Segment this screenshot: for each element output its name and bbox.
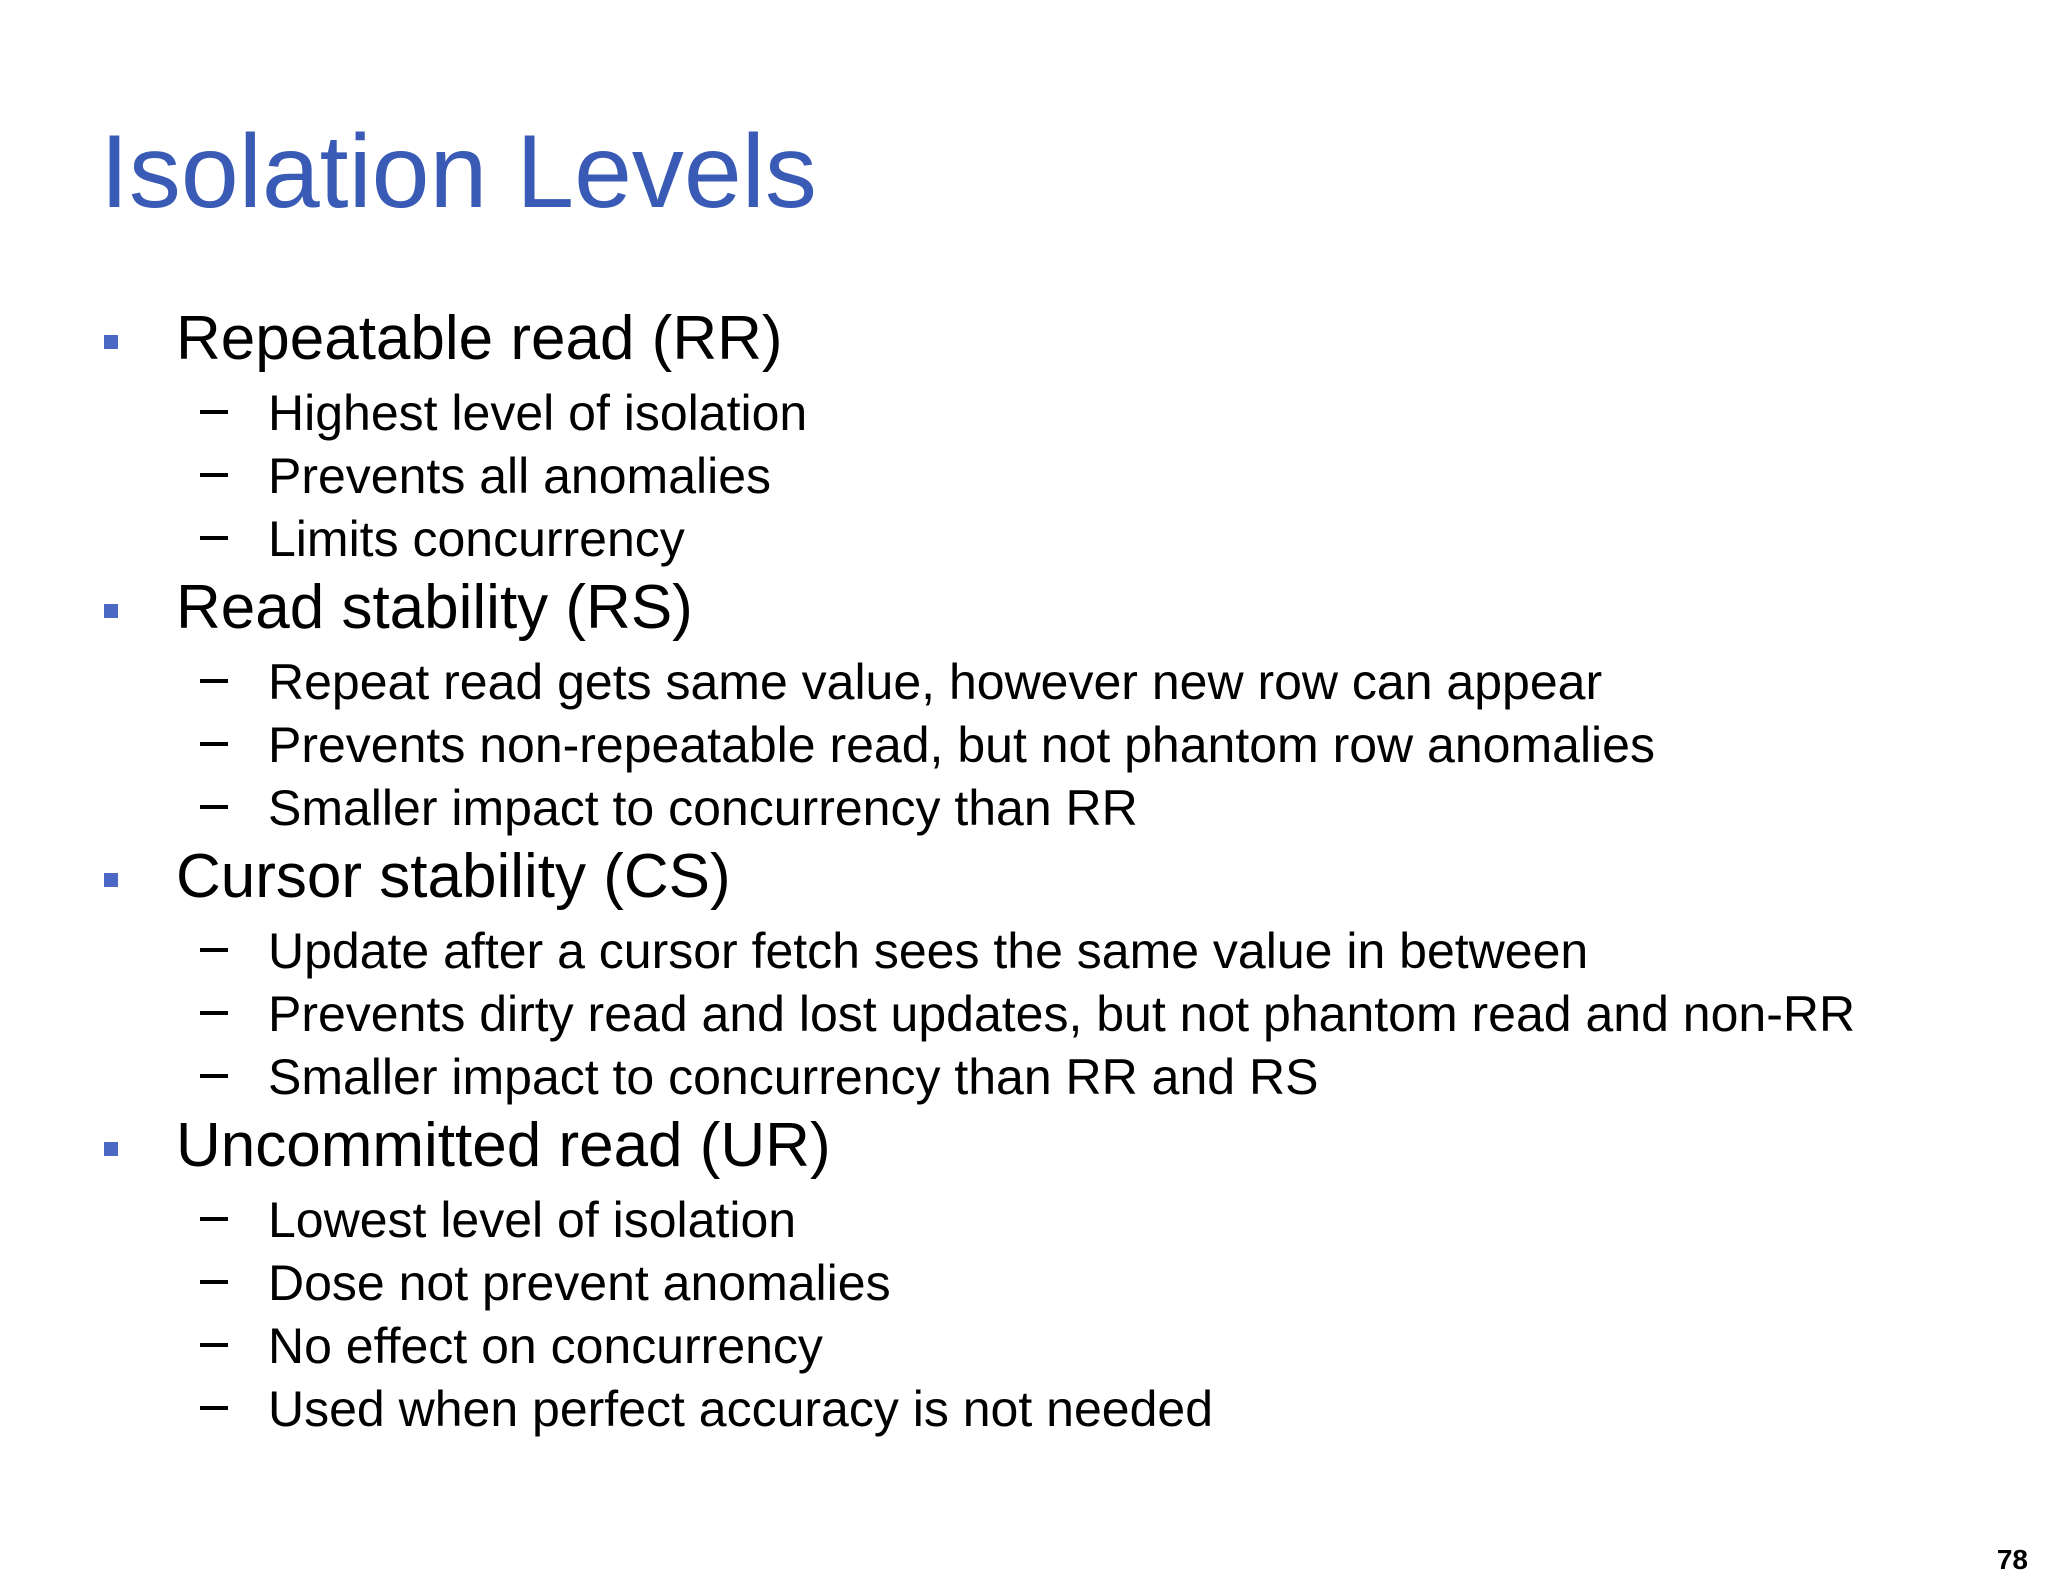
square-bullet-icon: [104, 335, 118, 349]
sub-item-text: Used when perfect accuracy is not needed: [268, 1381, 1213, 1437]
dash-icon: [200, 1074, 228, 1078]
sub-item: [100, 1313, 2000, 1376]
section-heading-row: [100, 300, 2000, 380]
dash-icon: [200, 1343, 228, 1347]
section-cursor-stability: [100, 838, 2000, 1107]
dash-icon: [200, 473, 228, 477]
sub-list: [100, 918, 2000, 1107]
sub-item-text: Smaller impact to concurrency than RR: [268, 780, 1138, 836]
square-bullet-icon: [104, 873, 118, 887]
dash-icon: [200, 805, 228, 809]
dash-icon: [200, 1217, 228, 1221]
sub-item: [100, 775, 2000, 838]
dash-icon: [200, 948, 228, 952]
sub-item: [100, 1250, 2000, 1313]
dash-icon: [200, 679, 228, 683]
dash-icon: [200, 1280, 228, 1284]
square-bullet-icon: [104, 1142, 118, 1156]
sub-item-text: Dose not prevent anomalies: [268, 1255, 891, 1311]
sub-item: [100, 443, 2000, 506]
section-heading-row: [100, 569, 2000, 649]
sub-item-text: Update after a cursor fetch sees the same value in between: [268, 923, 1589, 979]
sub-item: [100, 1376, 2000, 1439]
dash-icon: [200, 742, 228, 746]
sub-item-text: Lowest level of isolation: [268, 1192, 797, 1248]
sub-item-text: Smaller impact to concurrency than RR and RS: [268, 1049, 1319, 1105]
section-heading: Read stability (RS): [176, 573, 693, 642]
slide-content: [100, 300, 2000, 1439]
sub-item: [100, 649, 2000, 712]
sub-item-text: Prevents non-repeatable read, but not phantom row anomalies: [268, 717, 1655, 773]
section-uncommitted-read: [100, 1107, 2000, 1439]
page-number: 78: [1996, 1544, 2028, 1575]
section-read-stability: [100, 569, 2000, 838]
sub-item-text: Limits concurrency: [268, 511, 685, 567]
dash-icon: [200, 410, 228, 414]
section-heading-row: [100, 1107, 2000, 1187]
dash-icon: [200, 1406, 228, 1410]
sub-item: [100, 918, 2000, 981]
sub-item: [100, 712, 2000, 775]
square-bullet-icon: [104, 604, 118, 618]
section-repeatable-read: [100, 300, 2000, 569]
sub-list: [100, 649, 2000, 838]
sub-item: [100, 1044, 2000, 1107]
slide-title: Isolation Levels: [100, 114, 817, 230]
section-heading: Uncommitted read (UR): [176, 1111, 831, 1180]
sub-list: [100, 1187, 2000, 1439]
section-heading: Cursor stability (CS): [176, 842, 731, 911]
sub-item: [100, 506, 2000, 569]
dash-icon: [200, 1011, 228, 1015]
dash-icon: [200, 536, 228, 540]
sub-item-text: Prevents all anomalies: [268, 448, 772, 504]
sub-list: [100, 380, 2000, 569]
section-heading: Repeatable read (RR): [176, 304, 783, 373]
sub-item: [100, 1187, 2000, 1250]
sub-item-text: Highest level of isolation: [268, 385, 808, 441]
sub-item: [100, 380, 2000, 443]
sub-item-text: Prevents dirty read and lost updates, but not phantom read and non-RR: [268, 986, 1856, 1042]
sub-item: [100, 981, 2000, 1044]
sub-item-text: No effect on concurrency: [268, 1318, 823, 1374]
sub-item-text: Repeat read gets same value, however new row can appear: [268, 654, 1603, 710]
section-heading-row: [100, 838, 2000, 918]
